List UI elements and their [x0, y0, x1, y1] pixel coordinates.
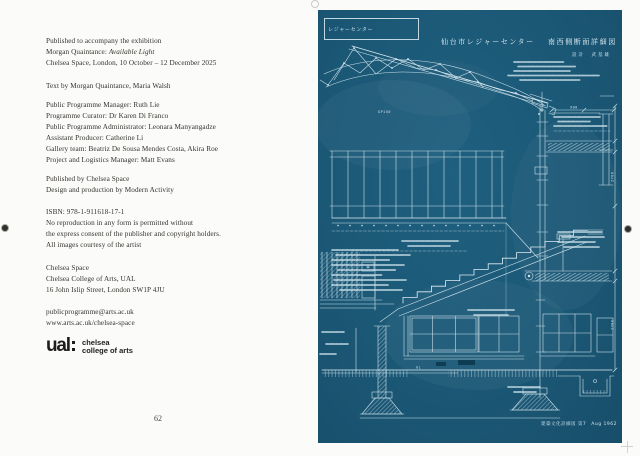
ual-wordmark: ual	[46, 335, 70, 356]
colophon-line: the express consent of the publisher and copyright holders.	[46, 230, 221, 238]
publisher-block	[46, 174, 286, 196]
ual-colon-icon	[72, 341, 75, 351]
blueprint-architect-credit: 設計 武基雄	[572, 52, 612, 58]
ual-college-name	[82, 339, 133, 355]
corner-label-text: レジャーセンター	[328, 26, 374, 33]
email-text: publicprogramme@arts.ac.uk	[46, 308, 134, 316]
colophon-line: Project and Logistics Manager: Matt Evans	[46, 156, 175, 164]
crop-mark-bottom-right	[627, 441, 628, 453]
colophon-line: Text by Morgan Quaintance, Maria Walsh	[46, 82, 171, 90]
dim-label: 2700	[610, 171, 615, 182]
ual-college-line: college of arts	[82, 345, 133, 355]
colophon-line: Public Programme Manager: Ruth Lie	[46, 101, 160, 109]
left-page	[0, 0, 318, 456]
colophon-line: Published by Chelsea Space	[46, 175, 130, 183]
registration-circle-top	[311, 0, 319, 8]
dim-label: 900	[570, 105, 578, 110]
blueprint-corner-label	[324, 18, 419, 40]
ground-level-label: GL	[416, 365, 422, 370]
website-text: www.arts.ac.uk/chelsea-space	[46, 319, 135, 327]
colophon-line: Published to accompany the exhibition	[46, 37, 162, 45]
colophon-line: 16 John Islip Street, London SW1P 4JU	[46, 286, 165, 294]
exhibition-artist: Morgan Quaintance:	[46, 48, 109, 56]
eave-detail-group	[530, 92, 616, 115]
colophon-line: No reproduction in any form is permitted without	[46, 219, 194, 227]
ual-college-line: chelsea	[82, 338, 110, 347]
colophon-line: Gallery team: Beatriz De Sousa Mendes Costa, Akira Roe	[46, 145, 219, 153]
left-column-group	[356, 326, 390, 398]
credits-block	[46, 100, 286, 166]
pit-detail-group	[558, 376, 614, 396]
exhibition-title: Available Light	[108, 48, 155, 56]
blueprint-title-sub: 南西側断面詳細図	[548, 38, 617, 46]
ual-logo	[46, 335, 133, 356]
colophon-line: Programme Curator: Dr Karen Di Franco	[46, 112, 169, 120]
colophon-line: Chelsea College of Arts, UAL	[46, 275, 136, 283]
blueprint-plate	[318, 10, 622, 443]
registration-mark-right	[624, 225, 632, 233]
colophon-line: Assistant Producer: Catherine Li	[46, 134, 144, 142]
text-by-block	[46, 81, 286, 92]
blueprint-title-main: 仙台市レジャーセンター	[441, 38, 535, 46]
dim-label: 2700	[610, 319, 615, 330]
contact-block	[46, 307, 286, 329]
blueprint-source-caption: 建築文化詳細図 第7 Aug 1962	[541, 421, 617, 427]
rights-block	[46, 207, 286, 251]
colophon-line: Chelsea Space	[46, 264, 90, 272]
colophon-line: Public Programme Administrator: Leonara Manyangadze	[46, 123, 216, 131]
address-block	[46, 263, 286, 296]
pipe-size-label: GP150	[378, 110, 391, 114]
registration-mark-left	[1, 224, 9, 232]
colophon-line: Chelsea Space, London, 10 October – 12 December 2025	[46, 59, 217, 67]
page-number: 62	[154, 414, 162, 423]
colophon-line	[46, 47, 286, 58]
colophon-line: All images courtesy of the artist	[46, 241, 142, 249]
blueprint-drawing	[318, 10, 622, 443]
isbn-line: ISBN: 978-1-911618-17-1	[46, 208, 125, 216]
exhibition-block	[46, 36, 286, 69]
colophon-line: Design and production by Modern Activity	[46, 186, 174, 194]
